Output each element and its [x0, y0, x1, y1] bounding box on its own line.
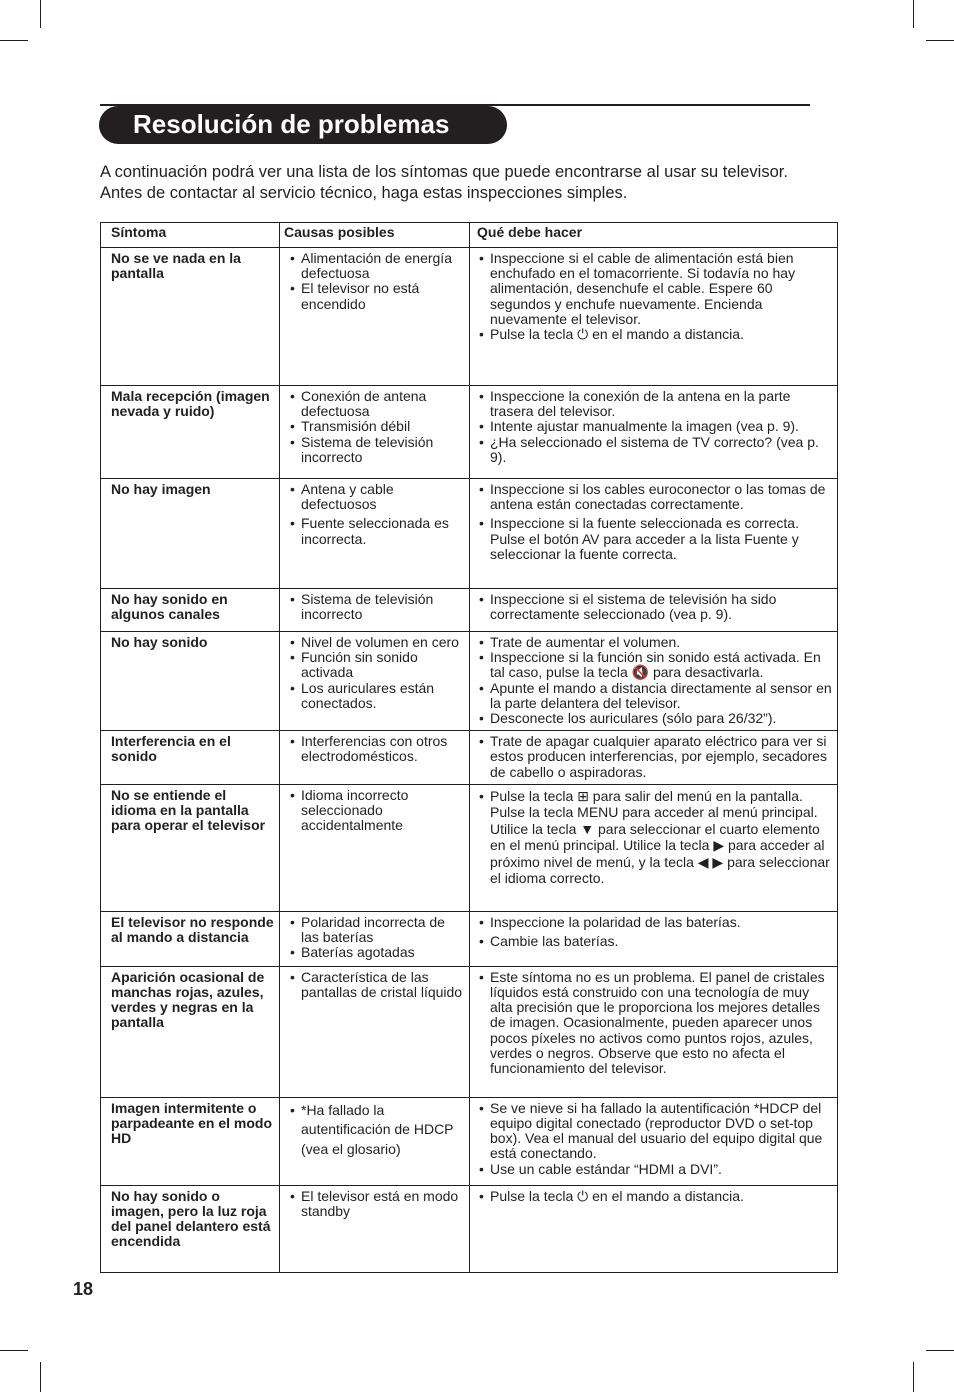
actions-cell [470, 1185, 838, 1272]
cause-item: • El televisor no está encendido [288, 281, 465, 311]
causes-cell [280, 784, 470, 911]
table-row [101, 479, 838, 589]
crop-mark [40, 0, 41, 28]
action-item: • Trate de aumentar el volumen. [477, 635, 834, 650]
actions-cell [470, 966, 838, 1097]
causes-cell [280, 386, 470, 479]
table-row [101, 1185, 838, 1272]
causes-cell [280, 248, 470, 386]
cause-item: • Los auriculares están conectados. [288, 681, 465, 711]
causes-cell [280, 731, 470, 785]
action-item: • Pulse la tecla ⏻ en el mando a distancia. [477, 1189, 834, 1204]
cause-item: • Nivel de volumen en cero [288, 635, 465, 650]
actions-cell [470, 1097, 838, 1185]
action-item: • Este síntoma no es un problema. El panel de cristales líquidos está construido con una tecnología de muy alta precisión que le proporciona los mejores detalles de imagen. Ocasionalmente, pueden aparecer unos pocos píxeles no activos como puntos rojos, azules, verdes o negros. Observe que esto no afecta el funcionamiento del televisor. [477, 970, 834, 1076]
causes-cell [280, 966, 470, 1097]
action-item: • Inspeccione la polaridad de las baterías. [477, 915, 834, 930]
causes-cell [280, 632, 470, 731]
cause-item: • El televisor está en modo standby [288, 1189, 465, 1219]
cause-item: • Función sin sonido activada [288, 650, 465, 680]
actions-cell [470, 479, 838, 589]
action-item: • Cambie las baterías. [477, 934, 834, 949]
table-row [101, 966, 838, 1097]
symptom-cell: No hay sonido o imagen, pero la luz roja del panel delantero está encendida [101, 1185, 280, 1272]
cause-item: • Conexión de antena defectuosa [288, 389, 465, 419]
crop-mark [0, 1350, 28, 1351]
actions-cell [470, 248, 838, 386]
table-row [101, 1097, 838, 1185]
causes-cell [280, 1185, 470, 1272]
crop-mark [913, 1362, 914, 1392]
header-actions: Qué debe hacer [470, 223, 838, 248]
action-item: • Pulse la tecla ⏻ en el mando a distancia. [477, 327, 834, 342]
action-item: • Inspeccione si la fuente seleccionada es correcta. Pulse el botón AV para acceder a la lista Fuente y seleccionar la fuente correcta. [477, 516, 834, 562]
table-row [101, 589, 838, 632]
crop-mark [0, 40, 28, 41]
cause-item: • Polaridad incorrecta de las baterías [288, 915, 465, 945]
crop-mark [40, 1362, 41, 1392]
actions-cell [470, 911, 838, 966]
cause-item: • Alimentación de energía defectuosa [288, 251, 465, 281]
crop-mark [926, 1350, 954, 1351]
symptom-cell: No hay sonido [101, 632, 280, 731]
action-item: • Desconecte los auriculares (sólo para 26/32”). [477, 711, 834, 726]
action-item: • Inspeccione si la función sin sonido está activada. En tal caso, pulse la tecla 🔇 para desactivarla. [477, 650, 834, 680]
troubleshooting-table [100, 222, 838, 1273]
intro-line: Antes de contactar al servicio técnico, haga estas inspecciones simples. [100, 184, 628, 202]
cause-item: • Baterías agotadas [288, 945, 465, 960]
action-item: • Inspeccione si los cables euroconector o las tomas de antena están conectadas correctamente. [477, 482, 834, 512]
actions-cell [470, 784, 838, 911]
causes-cell [280, 1097, 470, 1185]
table-row [101, 632, 838, 731]
cause-item: • Sistema de televisión incorrecto [288, 435, 465, 465]
cause-item: • *Ha fallado la autentificación de HDCP (vea el glosario) [288, 1101, 465, 1160]
page-number: 18 [73, 1279, 94, 1299]
intro-line: A continuación podrá ver una lista de los síntomas que puede encontrarse al usar su televisor. [100, 163, 788, 181]
action-item: • Inspeccione si el sistema de televisión ha sido correctamente seleccionado (vea p. 9). [477, 592, 834, 622]
header-symptom: Síntoma [101, 223, 280, 248]
symptom-cell: Imagen intermitente o parpadeante en el modo HD [101, 1097, 280, 1185]
actions-cell [470, 632, 838, 731]
action-item: • Se ve nieve si ha fallado la autentificación *HDCP del equipo digital conectado (reproductor DVD o set-top box). Vea el manual del usuario del equipo digital que está conectando. [477, 1101, 834, 1162]
actions-cell [470, 589, 838, 632]
action-item: • Trate de apagar cualquier aparato eléctrico para ver si estos producen interferencias, por ejemplo, secadores de cabello o aspiradoras. [477, 734, 834, 780]
table-row [101, 731, 838, 785]
actions-cell [470, 731, 838, 785]
table-row [101, 911, 838, 966]
action-item: • ¿Ha seleccionado el sistema de TV correcto? (vea p. 9). [477, 435, 834, 465]
actions-cell [470, 386, 838, 479]
symptom-cell: El televisor no responde al mando a distancia [101, 911, 280, 966]
symptom-cell: No hay imagen [101, 479, 280, 589]
cause-item: • Antena y cable defectuosos [288, 482, 465, 512]
symptom-cell: No hay sonido en algunos canales [101, 589, 280, 632]
action-item: • Pulse la tecla ⊞ para salir del menú en la pantalla. Pulse la tecla MENU para acceder al menú principal. Utilice la tecla ▼ para seleccionar el cuarto elemento en el menú principal. Utilice la tecla ▶ para acceder al próximo nivel de menú, y la tecla ◀ ▶ para seleccionar el idioma correcto. [477, 788, 834, 887]
cause-item: • Interferencias con otros electrodomésticos. [288, 734, 465, 764]
causes-cell [280, 589, 470, 632]
symptom-cell: Interferencia en el sonido [101, 731, 280, 785]
symptom-cell: Mala recepción (imagen nevada y ruido) [101, 386, 280, 479]
table-row [101, 248, 838, 386]
causes-cell [280, 479, 470, 589]
cause-item: • Idioma incorrecto seleccionado accidentalmente [288, 788, 465, 834]
cause-item: • Transmisión débil [288, 419, 465, 434]
causes-cell [280, 911, 470, 966]
symptom-cell: No se entiende el idioma en la pantalla para operar el televisor [101, 784, 280, 911]
header-causes: Causas posibles [280, 223, 470, 248]
cause-item: • Sistema de televisión incorrecto [288, 592, 465, 622]
page-title: Resolución de problemas [133, 109, 450, 139]
action-item: • Inspeccione si el cable de alimentación está bien enchufado en el tomacorriente. Si todavía no hay alimentación, desenchufe el cable. Espere 60 segundos y enchufe nuevamente. Encienda nuevamente el televisor. [477, 251, 834, 327]
crop-mark [926, 40, 954, 41]
cause-item: • Característica de las pantallas de cristal líquido [288, 970, 465, 1000]
table-header-row [101, 223, 838, 248]
action-item: • Intente ajustar manualmente la imagen (vea p. 9). [477, 419, 834, 434]
symptom-cell: Aparición ocasional de manchas rojas, azules, verdes y negras en la pantalla [101, 966, 280, 1097]
action-item: • Inspeccione la conexión de la antena en la parte trasera del televisor. [477, 389, 834, 419]
table-row [101, 784, 838, 911]
table-row [101, 386, 838, 479]
action-item: • Use un cable estándar “HDMI a DVI”. [477, 1162, 834, 1177]
cause-item: • Fuente seleccionada es incorrecta. [288, 516, 465, 546]
action-item: • Apunte el mando a distancia directamente al sensor en la parte delantera del televisor. [477, 681, 834, 711]
intro-text [100, 162, 860, 204]
symptom-cell: No se ve nada en la pantalla [101, 248, 280, 386]
title-banner [99, 106, 507, 144]
crop-mark [913, 0, 914, 28]
